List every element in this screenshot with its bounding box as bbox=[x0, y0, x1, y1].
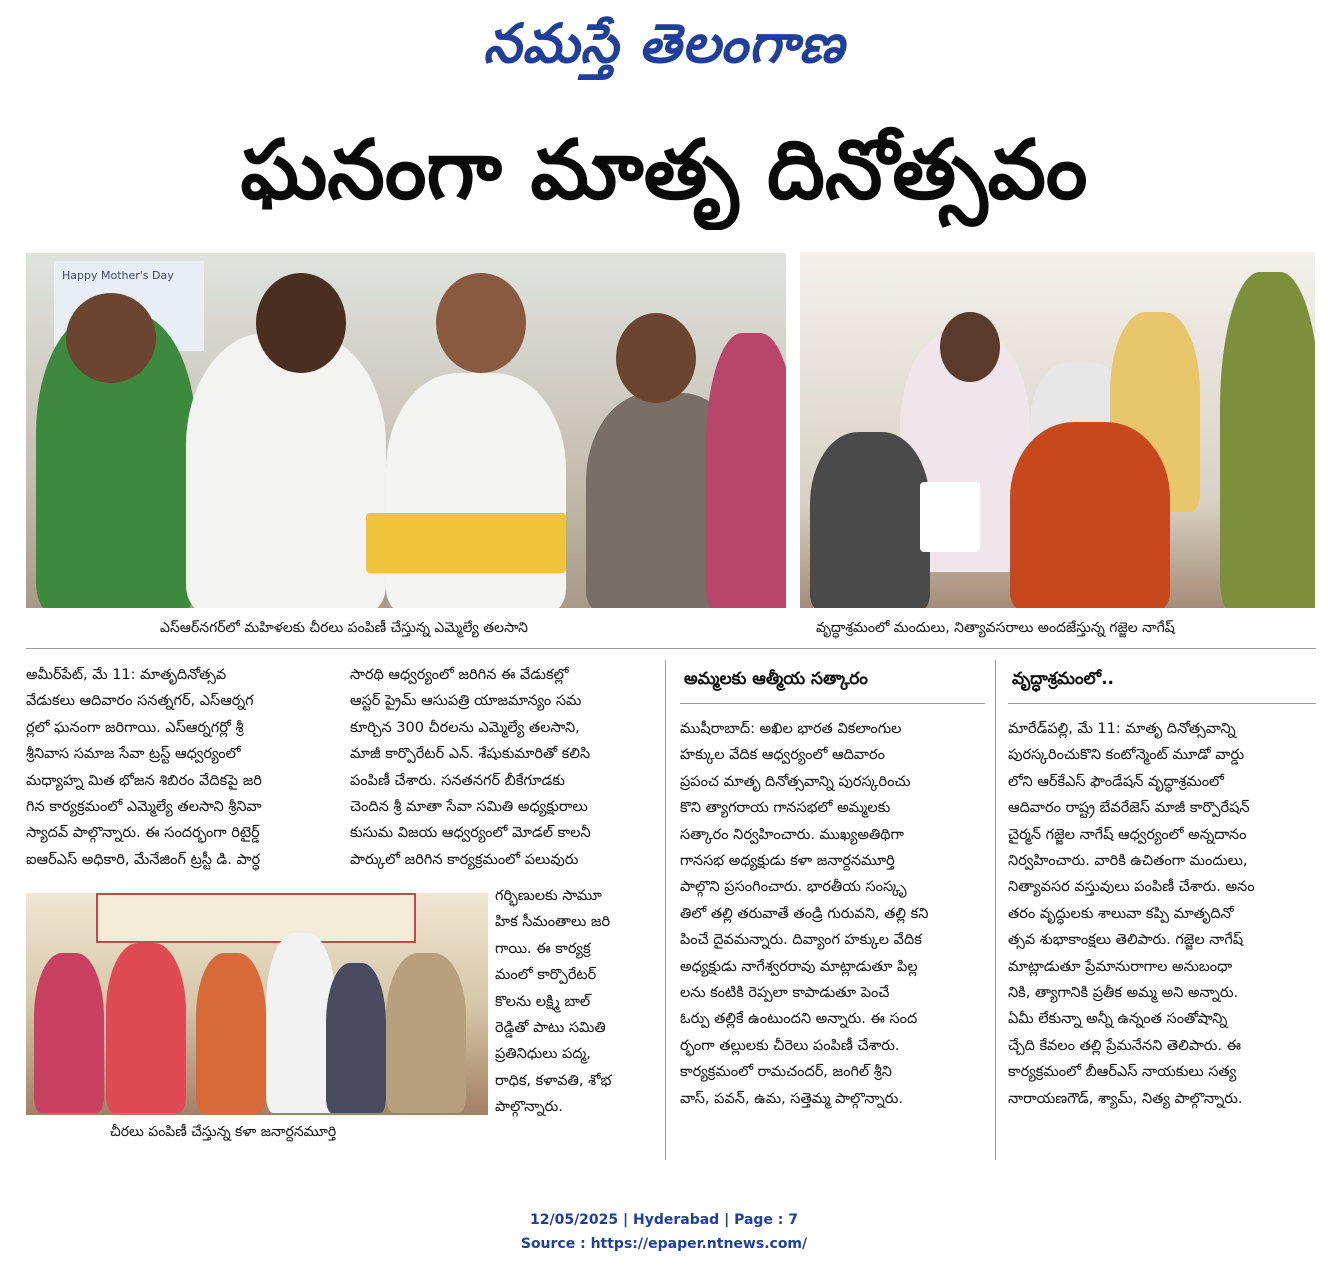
masthead-logo: నమస్తే తెలంగాణ bbox=[483, 11, 845, 75]
text-line: సారథి ఆధ్వర్యంలో జరిగిన ఈ వేడుకల్లో bbox=[350, 667, 569, 683]
text-line: గాయి. ఈ కార్యక్ర bbox=[495, 940, 591, 957]
text-line: అధ్యక్షుడు నాగేశ్వరరావు మాట్లాడుతూ పిల్ల bbox=[680, 958, 918, 975]
footer-source-link[interactable]: Source : https://epaper.ntnews.com/ bbox=[520, 1236, 808, 1252]
text-line: చైర్మన్ గజ్జెల నాగేష్ ఆధ్వర్యంలో అన్నదానం bbox=[1008, 826, 1247, 843]
text-line: కూర్చిన 300 చీరలను ఎమ్మెల్యే తలసాని, bbox=[350, 719, 580, 736]
caption-inset-photo: చీరలు పంపిణీ చేస్తున్న కళా జనార్దనమూర్తి bbox=[110, 1124, 337, 1140]
text-line: పంపిణీ చేశారు. సనతనగర్ బీకేగూడకు bbox=[350, 772, 565, 789]
text-line: వాస్, పవన్, ఉమ, సత్తెమ్మ పాల్గొన్నారు. bbox=[680, 1090, 904, 1107]
underline bbox=[680, 703, 985, 704]
text-line: ర్భంగా తల్లులకు చీరెలు పంపిణీ చేశారు. bbox=[680, 1037, 900, 1054]
text-line: గర్భిణులకు సామూ bbox=[495, 888, 602, 904]
text-line: లను కంటికి రెప్పలా కాపాడుతూ పెంచే bbox=[680, 985, 890, 1002]
banner-board: Happy Mother's Day bbox=[54, 261, 204, 351]
text-line: నారాయణగౌడ్, శ్యామ్, నిత్య పాల్గొన్నారు. bbox=[1008, 1090, 1243, 1107]
article3-title: వృద్ధాశ్రమంలో.. bbox=[1012, 669, 1114, 689]
article2-body bbox=[680, 716, 985, 1112]
column-divider bbox=[665, 660, 666, 1160]
text-line: గిన కార్యక్రమంలో ఎమ్మెల్యే తలసాని శ్రీనివా bbox=[26, 799, 262, 816]
caption-right-photo: వృద్ధాశ్రమంలో మందులు, నిత్యావసరాలు అందజేస్తున్న గజ్జెల నాగేష్ bbox=[816, 620, 1175, 636]
divider bbox=[26, 648, 1316, 649]
text-line: రెడ్డితో పాటు సమితి bbox=[495, 1020, 606, 1037]
text-line: ప్రపంచ మాతృ దినోత్సవాన్ని పురస్కరించు bbox=[680, 773, 911, 790]
text-line: త్సవ శుభాకాంక్షలు తెలిపారు. గజ్జెల నాగేష్ bbox=[1008, 932, 1244, 949]
text-line: తిలో తల్లి తరువాతే తండ్రి గురువని, తల్లి కని bbox=[680, 905, 929, 922]
text-line: ఆస్టర్ ప్రైమ్ ఆసుపత్రి యాజమాన్యం సమ bbox=[350, 693, 582, 710]
text-line: పార్కులో జరిగిన కార్యక్రమంలో పలువురు bbox=[350, 851, 579, 868]
text-line: పించే దైవమన్నారు. దివ్యాంగ హక్కుల వేదిక bbox=[680, 932, 922, 949]
text-line: పాల్గొని ప్రసంగించారు. భారతీయ సంస్కృ bbox=[680, 879, 907, 896]
text-line: కొని త్యాగరాయ గానసభలో అమ్మలకు bbox=[680, 800, 891, 817]
text-line: ముషీరాబాద్: అఖిల భారత వికలాంగుల bbox=[680, 721, 902, 737]
text-line: లోని ఆర్‌కేఎస్ ఫౌండేషన్ వృద్ధాశ్రమంలో bbox=[1008, 773, 1224, 790]
text-line: కొలను లక్ష్మి బాల్ bbox=[495, 993, 591, 1010]
text-line: సత్కారం నిర్వహించారు. ముఖ్యఅతిథిగా bbox=[680, 826, 904, 843]
text-line: వేడుకలు ఆదివారం సనత్నగర్, ఎస్ఆర్నగ bbox=[26, 693, 254, 710]
photo-felicitation bbox=[26, 893, 488, 1115]
text-line: రాధిక, కళావతి, శోభ bbox=[495, 1072, 612, 1089]
text-line: చెందిన శ్రీ మాతా సేవా సమితి అధ్యక్షురాలు bbox=[350, 799, 588, 816]
text-line: మాట్లాడుతూ ప్రేమానురాగాల అనుబంధా bbox=[1008, 958, 1233, 975]
text-line: కార్యక్రమంలో బీఆర్ఎస్ నాయకులు సత్య bbox=[1008, 1064, 1237, 1081]
text-line: నికి, త్యాగానికి ప్రతీక అమ్మ అని అన్నారు. bbox=[1008, 985, 1239, 1002]
caption-left-photo: ఎస్ఆర్‌నగర్‌లో మహిళలకు చీరలు పంపిణీ చేస్తున్న ఎమ్మెల్యే తలసాని bbox=[160, 620, 528, 636]
text-line: హక్కుల వేదిక ఆధ్వర్యంలో ఆదివారం bbox=[680, 747, 885, 764]
photo-saree-distribution bbox=[26, 253, 786, 608]
photo-old-age-home bbox=[800, 252, 1315, 608]
article3-body bbox=[1008, 716, 1316, 1112]
article1-column2-continued bbox=[495, 883, 657, 1121]
text-line: మారేడ్‌పల్లి, మే 11: మాతృ దినోత్సవాన్ని bbox=[1008, 721, 1236, 737]
text-line: మంలో కార్పొరేటర్ bbox=[495, 967, 597, 984]
text-line: మధ్యాహ్న మిత భోజన శిబిరం వేదికపై జరి bbox=[26, 772, 262, 789]
text-line: ఆదివారం రాష్ట్ర బేవరేజెస్ మాజీ కార్పొరేషన్ bbox=[1008, 800, 1250, 817]
text-line: కార్యక్రమంలో రామచందర్, జంగిల్ శ్రీని bbox=[680, 1064, 892, 1081]
text-line: పాల్గొన్నారు. bbox=[495, 1099, 563, 1116]
text-line: ఏమీ లేకున్నా అన్నీ ఉన్నంత సంతోషాన్ని bbox=[1008, 1011, 1228, 1028]
text-line: కుసుమ విజయ ఆధ్వర్యంలో మోడల్ కాలనీ bbox=[350, 825, 591, 842]
text-line: అమీర్‌పేట్, మే 11: మాతృదినోత్సవ bbox=[26, 667, 227, 683]
text-line: ర్లలో ఘనంగా జరిగాయి. ఎస్ఆర్నగర్లో శ్రీ bbox=[26, 719, 244, 736]
page-headline: ఘనంగా మాతృ దినోత్సవం bbox=[240, 123, 1088, 218]
footer-date-page: 12/05/2025 | Hyderabad | Page : 7 bbox=[529, 1212, 799, 1228]
text-line: ఓర్పు తల్లికే ఉంటుందని అన్నారు. ఈ సంద bbox=[680, 1011, 918, 1028]
article2-title: అమ్మలకు ఆత్మీయ సత్కారం bbox=[684, 669, 868, 689]
text-line: మాజీ కార్పొరేటర్ ఎన్. శేషుకుమారితో కలిసి bbox=[350, 746, 591, 763]
column-divider bbox=[995, 660, 996, 1160]
text-line: ఐఆర్ఎస్ అధికారి, మేనేజింగ్ ట్రస్టీ డి. పార్ధ bbox=[26, 851, 261, 868]
text-line: స్యాదవ్ పాల్గొన్నారు. ఈ సందర్భంగా రిటైర్డ్ bbox=[26, 825, 260, 842]
text-line: హిక సీమంతాలు జరి bbox=[495, 914, 611, 931]
text-line: నిత్యావసర వస్తువులు పంపిణీ చేశారు. అనం bbox=[1008, 879, 1255, 896]
underline bbox=[1008, 703, 1316, 704]
article1-column1 bbox=[26, 662, 331, 873]
text-line: పురస్కరించుకొని కంటోన్మెంట్ మూడో వార్డు bbox=[1008, 747, 1245, 764]
article1-column2 bbox=[350, 662, 655, 873]
text-line: చ్చేది కేవలం తల్లి ప్రేమనేనని తెలిపారు. ఈ bbox=[1008, 1037, 1242, 1054]
text-line: తరం వృద్ధులకు శాలువా కప్పి మాతృదినో bbox=[1008, 905, 1234, 922]
text-line: నిర్వహించారు. వారికి ఉచితంగా మందులు, bbox=[1008, 853, 1248, 870]
text-line: ప్రతినిధులు పద్మ, bbox=[495, 1046, 591, 1063]
text-line: శ్రీనివాస సమాజ సేవా ట్రస్ట్ ఆధ్వర్యంలో bbox=[26, 746, 241, 763]
text-line: గానసభ అధ్యక్షుడు కళా జనార్దనమూర్తి bbox=[680, 853, 895, 870]
